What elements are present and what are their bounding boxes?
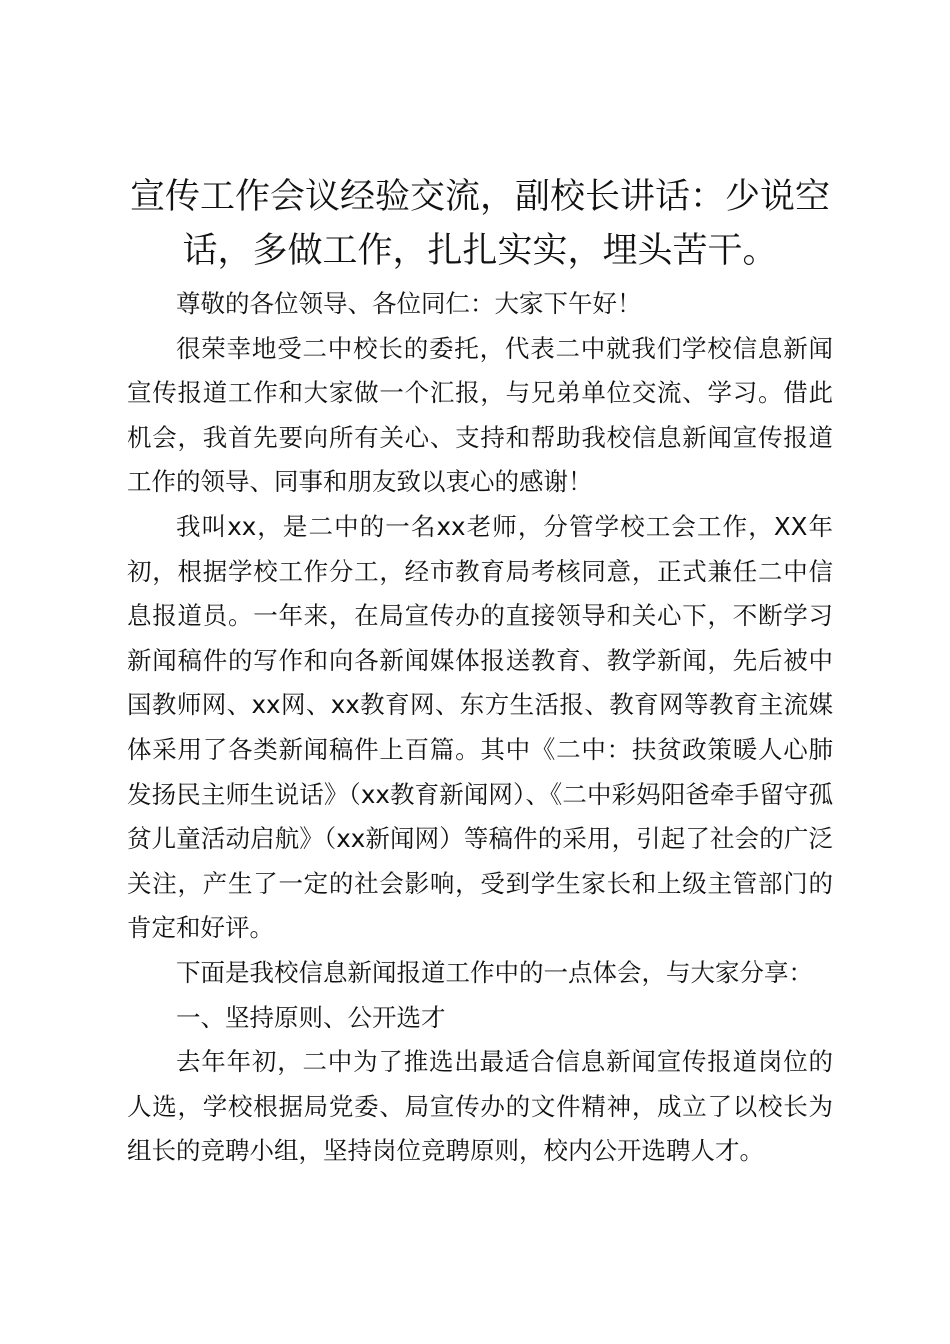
body-paragraph: 下面是我校信息新闻报道工作中的一点体会，与大家分享： [176, 957, 813, 987]
body-paragraph: 去年年初，二中为了推选出最适合信息新闻宣传报道岗位的人选，学校根据局党委、局宣传办的文件精神，成立了以校长为组长的竞聘小组，坚持岗位竞聘原则，校内公开选聘人才。 [127, 1047, 833, 1166]
body-paragraph: 我叫xx，是二中的一名xx老师，分管学校工会工作，XX年初，根据学校工作分工，经市教育局考核同意，正式兼任二中信息报道员。一年来，在局宣传办的直接领导和关心下，不断学习新闻稿件的写作和向各新闻媒体报送教育、教学新闻，先后被中国教师网、xx网、xx教育网、东方生活报、教育网等教育主流媒体采用了各类新闻稿件上百篇。其中《二中：扶贫政策暖人心肺发扬民主师生说话》（xx教育新闻网）、《二中彩妈阳爸牵手留守孤贫儿童活动启航》（xx新闻网）等稿件的采用，引起了社会的广泛关注，产生了一定的社会影响，受到学生家长和上级主管部门的肯定和好评。 [127, 511, 833, 943]
body-paragraph: 很荣幸地受二中校长的委托，代表二中就我们学校信息新闻宣传报道工作和大家做一个汇报，与兄弟单位交流、学习。借此机会，我首先要向所有关心、支持和帮助我校信息新闻宣传报道工作的领导、同事和朋友致以衷心的感谢！ [127, 333, 833, 497]
greeting-paragraph: 尊敬的各位领导、各位同仁：大家下午好！ [176, 289, 642, 318]
document-body [127, 170, 833, 1174]
document-title: 宣传工作会议经验交流，副校长讲话：少说空话，多做工作，扎扎实实，埋头苦干。 [129, 177, 830, 271]
section-heading: 一、坚持原则、公开选才 [176, 1002, 446, 1032]
